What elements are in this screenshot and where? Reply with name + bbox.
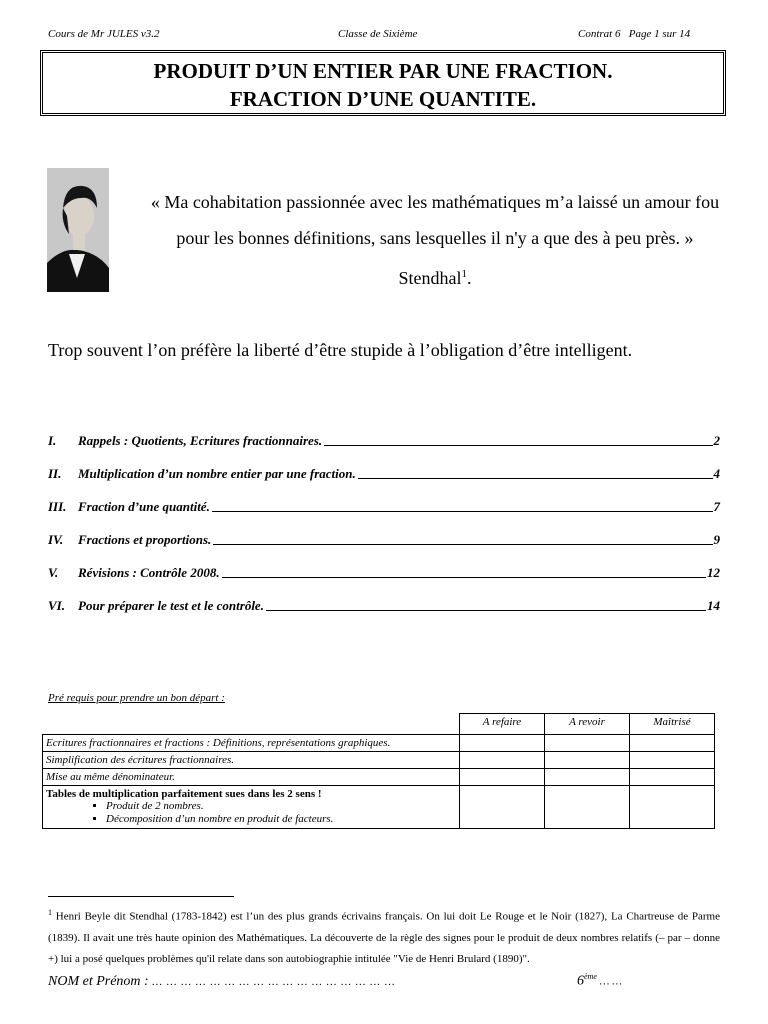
check-cell[interactable]	[630, 786, 715, 829]
header-right: Contrat 6 Page 1 sur 14	[578, 28, 691, 40]
toc-num: III.	[48, 499, 67, 514]
toc-item[interactable]	[48, 482, 720, 515]
prereq-label	[43, 786, 460, 829]
col-maitrise: Maîtrisé	[630, 714, 715, 735]
check-cell[interactable]	[545, 786, 630, 829]
check-cell[interactable]	[460, 735, 545, 752]
footnote-mark: 1	[48, 908, 52, 917]
class-dots: … …	[596, 975, 622, 988]
check-cell[interactable]	[545, 735, 630, 752]
quote	[150, 184, 720, 296]
prereq-label: Ecritures fractionnaires et fractions : Définitions, représentations graphiques.	[43, 735, 460, 752]
header-center: Classe de Sixième	[338, 28, 418, 40]
toc-title: Révisions : Contrôle 2008.	[78, 565, 220, 580]
footnote-divider	[48, 896, 234, 897]
check-cell[interactable]	[630, 735, 715, 752]
prereq-table	[42, 713, 715, 829]
prereq-header-row	[43, 714, 715, 735]
toc-page: 12	[707, 565, 720, 580]
name-dots: … … … … … … … … … … … … … … … … …	[152, 976, 396, 988]
toc-leader	[358, 477, 713, 479]
toc-item[interactable]	[48, 548, 720, 581]
toc-leader	[213, 543, 712, 545]
check-cell[interactable]	[460, 786, 545, 829]
maxim: Trop souvent l’on préfère la liberté d’être stupide à l’obligation d’être intelligent.	[48, 340, 633, 360]
quote-footnote-mark: 1	[461, 268, 467, 280]
prereq-bullets	[46, 800, 456, 826]
prereq-label: Mise au même dénominateur.	[43, 769, 460, 786]
col-a-refaire: A refaire	[460, 714, 545, 735]
toc-title: Multiplication d’un nombre entier par une fraction.	[78, 466, 356, 481]
toc-title: Rappels : Quotients, Ecritures fractionnaires.	[78, 433, 323, 448]
toc-num: V.	[48, 565, 59, 580]
list-item: ▪ Produit de 2 nombres.	[106, 800, 456, 813]
footnote-text: Henri Beyle dit Stendhal (1783-1842) est l’un des plus grands écrivains français. On lui doit Le Rouge et le Noir (1827), La Chartreuse de Parme (1839). Il avait une très haute opinion des Mathématiques. La découverte de la règle des signes pour le produit de deux nombres relatifs (– par – donne +) lui a posé quelques problèmes qu'il relate dans son autobiographie intitulée "Vie de Henri Brulard (1890)".	[48, 910, 720, 965]
toc-num: II.	[48, 466, 62, 481]
prereq-tables-title: Tables de multiplication parfaitement sues dans les 2 sens !	[46, 788, 322, 800]
table-row	[43, 735, 715, 752]
toc-num: VI.	[48, 598, 65, 613]
toc-page: 2	[713, 433, 720, 448]
toc-leader	[324, 444, 712, 446]
class-sup: ème	[584, 972, 597, 981]
footnote	[48, 902, 720, 970]
toc-title: Fraction d’une quantité.	[78, 499, 210, 514]
name-field[interactable]	[48, 974, 395, 990]
toc-num: IV.	[48, 532, 64, 547]
page-title	[40, 50, 726, 116]
list-item: ▪ Décomposition d’un nombre en produit de facteurs.	[106, 813, 456, 826]
toc-item[interactable]	[48, 449, 720, 482]
toc-leader	[266, 609, 706, 611]
toc-page: 9	[713, 532, 720, 547]
col-a-revoir: A revoir	[545, 714, 630, 735]
class-field[interactable]	[577, 972, 622, 990]
toc-leader	[222, 576, 706, 578]
check-cell[interactable]	[460, 752, 545, 769]
check-cell[interactable]	[545, 769, 630, 786]
check-cell[interactable]	[630, 769, 715, 786]
toc-page: 7	[713, 499, 720, 514]
check-cell[interactable]	[630, 752, 715, 769]
toc-item[interactable]	[48, 416, 720, 449]
check-cell[interactable]	[545, 752, 630, 769]
stendhal-portrait-icon	[47, 168, 109, 292]
header-left: Cours de Mr JULES v3.2	[48, 28, 160, 40]
toc-item[interactable]	[48, 581, 720, 614]
toc-title: Pour préparer le test et le contrôle.	[78, 598, 264, 613]
toc-page: 4	[713, 466, 720, 481]
prereq-title: Pré requis pour prendre un bon départ :	[48, 692, 225, 704]
toc-num: I.	[48, 433, 57, 448]
name-label: NOM et Prénom :	[48, 974, 153, 989]
prereq-corner	[43, 714, 460, 735]
table-row	[43, 752, 715, 769]
class-num: 6	[577, 973, 584, 989]
quote-text: « Ma cohabitation passionnée avec les mathématiques m’a laissé un amour fou pour les bonnes définitions, sans lesquelles il n'y a que des à peu près. » Stendhal	[150, 192, 720, 288]
toc-title: Fractions et proportions.	[78, 532, 212, 547]
toc-leader	[212, 510, 713, 512]
table-of-contents	[48, 416, 720, 614]
check-cell[interactable]	[460, 769, 545, 786]
toc-page: 14	[707, 598, 720, 613]
table-row	[43, 769, 715, 786]
title-line-2: FRACTION D’UNE QUANTITE.	[229, 87, 537, 111]
table-row	[43, 786, 715, 829]
toc-item[interactable]	[48, 515, 720, 548]
prereq-label: Simplification des écritures fractionnaires.	[43, 752, 460, 769]
title-line-1: PRODUIT D’UN ENTIER PAR UNE FRACTION.	[153, 59, 613, 83]
quote-end: .	[467, 268, 472, 288]
